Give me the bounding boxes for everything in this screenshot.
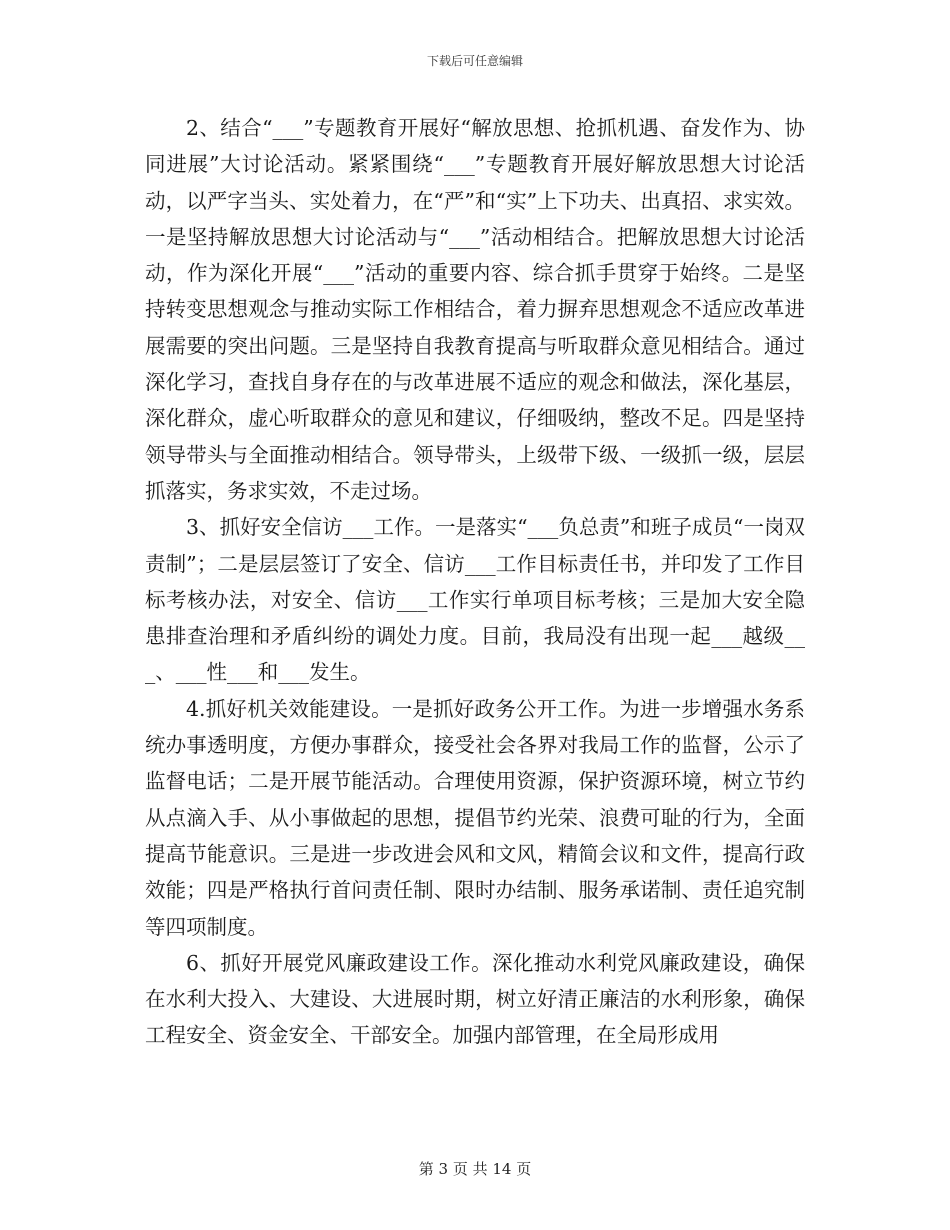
paragraph-integrity: 6、抓好开展党风廉政建设工作。深化推动水利党风廉政建设，确保在水利大投入、大建设、大进展时期，树立好清正廉洁的水利形象，确保工程安全、资金安全、干部安全。加强内部管理，在全局形成用: [145, 950, 805, 1048]
paragraph-safety-petition-intro: 2、结合“___”专题教育开展好“解放思想、抢抓机遇、奋发作为、协同进展”大讨论活动。紧紧围绕“___”专题教育开展好解放思想大讨论活动，以严字当头、实处着力，在“严”和“实”上下功夫、出真招、求实效。一是坚持解放思想大讨论活动与“___”活动相结合。把解放思想大讨论活动，作为深化开展“___”活动的重要内容、综合抓手贯穿于始终。二是坚持转变思想观念与推动实际工作相结合，着力摒弃思想观念不适应改革进展需要的突出问题。三是坚持自我教育提高与听取群众意见相结合。通过深化学习，查找自身存在的与改革进展不适应的观念和做法，深化基层，深化群众，虚心听取群众的意见和建议，仔细吸纳，整改不足。四是坚持领导带头与全面推动相结合。领导带头，上级带下级、一级抓一级，层层抓落实，务求实效，不走过场。: [145, 116, 805, 503]
paragraph-efficiency: 4.抓好机关效能建设。一是抓好政务公开工作。为进一步增强水务系统办事透明度，方便办事群众，接受社会各界对我局工作的监督，公示了监督电话；二是开展节能活动。合理使用资源，保护资源环境，树立节约从点滴入手、从小事做起的思想，提倡节约光荣、浪费可耻的行为，全面提高节能意识。三是进一步改进会风和文风，精简会议和文件，提高行政效能；四是严格执行首问责任制、限时办结制、服务承诺制、责任追究制等四项制度。: [145, 696, 805, 939]
page-header-note: 下载后可任意编辑: [426, 54, 523, 68]
paragraph-safety-petition: 3、抓好安全信访___工作。一是落实“___负总责”和班子成员“一岗双责制”；二是层层签订了安全、信访___工作目标责任书，并印发了工作目标考核办法，对安全、信访___工作实行单项目标考核；三是加大安全隐患排查治理和矛盾纠纷的调处力度。目前，我局没有出现一起___越级___、___性___和___发生。: [145, 515, 805, 685]
page-number: 第 3 页 共 14 页: [418, 1160, 532, 1178]
document-body: [145, 110, 805, 1054]
